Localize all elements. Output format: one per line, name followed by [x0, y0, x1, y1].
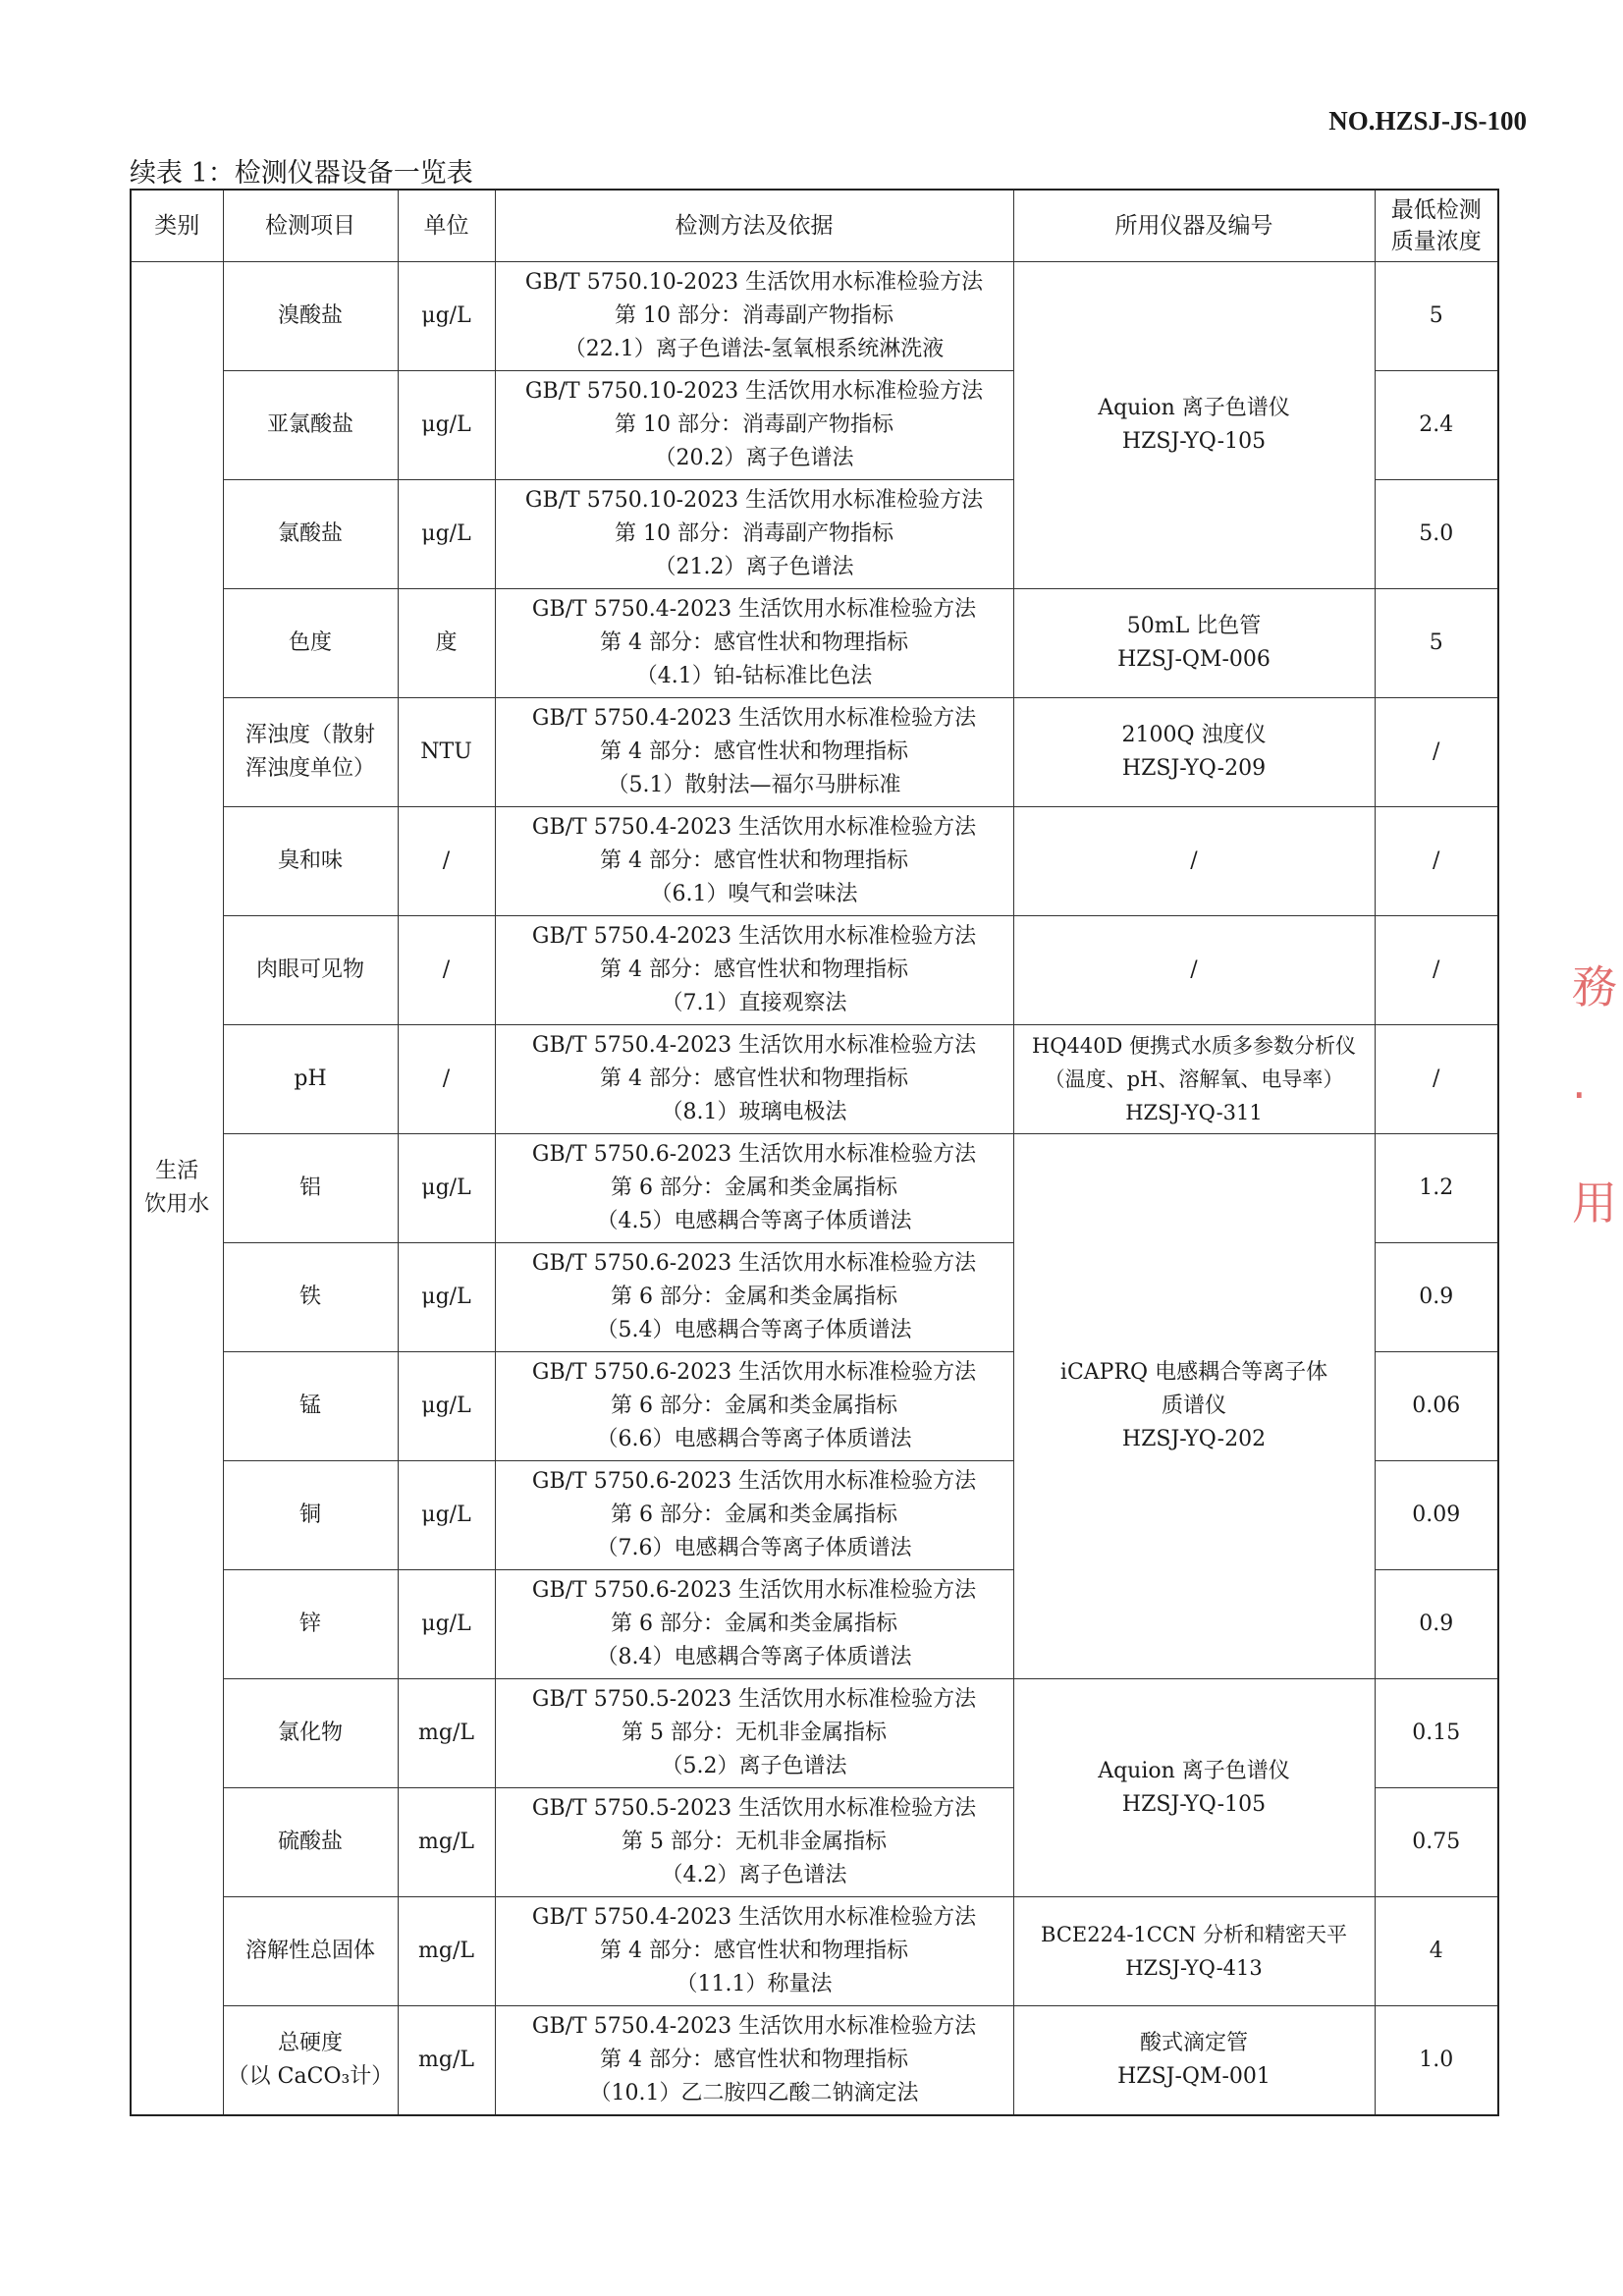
item-cell: 浑浊度（散射 浑浊度单位）: [223, 698, 398, 807]
unit-cell: /: [398, 807, 495, 916]
limit-cell: 0.9: [1375, 1570, 1498, 1679]
unit-cell: μg/L: [398, 1570, 495, 1679]
limit-cell: /: [1375, 698, 1498, 807]
unit-cell: mg/L: [398, 1788, 495, 1897]
limit-cell: 5.0: [1375, 480, 1498, 589]
instrument-cell: Aquion 离子色谱仪 HZSJ-YQ-105: [1013, 262, 1375, 589]
item-cell: 臭和味: [223, 807, 398, 916]
stamp-char: 務: [1572, 960, 1617, 1013]
header-instrument: 所用仪器及编号: [1013, 190, 1375, 262]
item-cell: 铜: [223, 1461, 398, 1570]
instrument-cell: 2100Q 浊度仪 HZSJ-YQ-209: [1013, 698, 1375, 807]
table-header-row: [131, 190, 1498, 262]
method-cell: GB/T 5750.4-2023 生活饮用水标准检验方法 第 4 部分：感官性状和物理指标 （6.1）嗅气和尝味法: [495, 807, 1013, 916]
table-row: [131, 698, 1498, 807]
table-row: [131, 1134, 1498, 1243]
instrument-cell: /: [1013, 916, 1375, 1025]
table-row: [131, 1897, 1498, 2006]
limit-cell: /: [1375, 916, 1498, 1025]
table-row: [131, 589, 1498, 698]
item-cell: 色度: [223, 589, 398, 698]
unit-cell: μg/L: [398, 262, 495, 371]
limit-cell: 0.06: [1375, 1352, 1498, 1461]
instrument-cell: 酸式滴定管 HZSJ-QM-001: [1013, 2006, 1375, 2116]
method-cell: GB/T 5750.10-2023 生活饮用水标准检验方法 第 10 部分：消毒副产物指标 （21.2）离子色谱法: [495, 480, 1013, 589]
limit-cell: 4: [1375, 1897, 1498, 2006]
unit-cell: μg/L: [398, 480, 495, 589]
table-row: [131, 1679, 1498, 1788]
stamp-char: 用: [1572, 1176, 1617, 1230]
limit-cell: 0.09: [1375, 1461, 1498, 1570]
unit-cell: μg/L: [398, 1243, 495, 1352]
category-cell: 生活 饮用水: [131, 262, 223, 2116]
instrument-cell: 50mL 比色管 HZSJ-QM-006: [1013, 589, 1375, 698]
item-cell: 氯化物: [223, 1679, 398, 1788]
unit-cell: 度: [398, 589, 495, 698]
table-row: [131, 916, 1498, 1025]
header-category: 类别: [131, 190, 223, 262]
item-cell: 溴酸盐: [223, 262, 398, 371]
unit-cell: mg/L: [398, 1679, 495, 1788]
stamp-char: ·: [1572, 1068, 1587, 1121]
unit-cell: μg/L: [398, 371, 495, 480]
item-cell: 溶解性总固体: [223, 1897, 398, 2006]
unit-cell: /: [398, 1025, 495, 1134]
unit-cell: /: [398, 916, 495, 1025]
unit-cell: mg/L: [398, 1897, 495, 2006]
item-cell: 亚氯酸盐: [223, 371, 398, 480]
table-caption: 续表 1：检测仪器设备一览表: [130, 158, 473, 189]
item-cell: 氯酸盐: [223, 480, 398, 589]
unit-cell: μg/L: [398, 1352, 495, 1461]
method-cell: GB/T 5750.4-2023 生活饮用水标准检验方法 第 4 部分：感官性状和物理指标 （10.1）乙二胺四乙酸二钠滴定法: [495, 2006, 1013, 2116]
unit-cell: NTU: [398, 698, 495, 807]
limit-cell: 0.75: [1375, 1788, 1498, 1897]
method-cell: GB/T 5750.4-2023 生活饮用水标准检验方法 第 4 部分：感官性状和物理指标 （11.1）称量法: [495, 1897, 1013, 2006]
method-cell: GB/T 5750.6-2023 生活饮用水标准检验方法 第 6 部分：金属和类金属指标 （5.4）电感耦合等离子体质谱法: [495, 1243, 1013, 1352]
item-cell: 肉眼可见物: [223, 916, 398, 1025]
method-cell: GB/T 5750.6-2023 生活饮用水标准检验方法 第 6 部分：金属和类金属指标 （7.6）电感耦合等离子体质谱法: [495, 1461, 1013, 1570]
table-row: [131, 2006, 1498, 2116]
item-cell: 总硬度 （以 CaCO₃计）: [223, 2006, 398, 2116]
method-cell: GB/T 5750.10-2023 生活饮用水标准检验方法 第 10 部分：消毒副产物指标 （22.1）离子色谱法-氢氧根系统淋洗液: [495, 262, 1013, 371]
header-unit: 单位: [398, 190, 495, 262]
method-cell: GB/T 5750.6-2023 生活饮用水标准检验方法 第 6 部分：金属和类金属指标 （6.6）电感耦合等离子体质谱法: [495, 1352, 1013, 1461]
method-cell: GB/T 5750.5-2023 生活饮用水标准检验方法 第 5 部分：无机非金属指标 （5.2）离子色谱法: [495, 1679, 1013, 1788]
table-row: [131, 262, 1498, 371]
header-item: 检测项目: [223, 190, 398, 262]
table-row: [131, 807, 1498, 916]
document-number: NO.HZSJ-JS-100: [1328, 106, 1527, 136]
item-cell: pH: [223, 1025, 398, 1134]
instrument-table: [130, 189, 1499, 2116]
limit-cell: 1.2: [1375, 1134, 1498, 1243]
instrument-cell: BCE224-1CCN 分析和精密天平 HZSJ-YQ-413: [1013, 1897, 1375, 2006]
limit-cell: 1.0: [1375, 2006, 1498, 2116]
limit-cell: /: [1375, 1025, 1498, 1134]
item-cell: 锌: [223, 1570, 398, 1679]
limit-cell: 5: [1375, 262, 1498, 371]
item-cell: 硫酸盐: [223, 1788, 398, 1897]
unit-cell: mg/L: [398, 2006, 495, 2116]
item-cell: 铝: [223, 1134, 398, 1243]
item-cell: 铁: [223, 1243, 398, 1352]
table-row: [131, 1025, 1498, 1134]
limit-cell: 0.9: [1375, 1243, 1498, 1352]
method-cell: GB/T 5750.10-2023 生活饮用水标准检验方法 第 10 部分：消毒副产物指标 （20.2）离子色谱法: [495, 371, 1013, 480]
instrument-cell: HQ440D 便携式水质多参数分析仪 （温度、pH、溶解氧、电导率） HZSJ-YQ-311: [1013, 1025, 1375, 1134]
method-cell: GB/T 5750.6-2023 生活饮用水标准检验方法 第 6 部分：金属和类金属指标 （4.5）电感耦合等离子体质谱法: [495, 1134, 1013, 1243]
header-limit: 最低检测 质量浓度: [1375, 190, 1498, 262]
instrument-cell: Aquion 离子色谱仪 HZSJ-YQ-105: [1013, 1679, 1375, 1897]
unit-cell: μg/L: [398, 1461, 495, 1570]
limit-cell: 5: [1375, 589, 1498, 698]
limit-cell: 2.4: [1375, 371, 1498, 480]
instrument-cell: /: [1013, 807, 1375, 916]
unit-cell: μg/L: [398, 1134, 495, 1243]
item-cell: 锰: [223, 1352, 398, 1461]
method-cell: GB/T 5750.5-2023 生活饮用水标准检验方法 第 5 部分：无机非金属指标 （4.2）离子色谱法: [495, 1788, 1013, 1897]
limit-cell: 0.15: [1375, 1679, 1498, 1788]
red-seal-stamp: [1564, 933, 1623, 1257]
limit-cell: /: [1375, 807, 1498, 916]
method-cell: GB/T 5750.4-2023 生活饮用水标准检验方法 第 4 部分：感官性状和物理指标 （4.1）铂-钴标准比色法: [495, 589, 1013, 698]
method-cell: GB/T 5750.4-2023 生活饮用水标准检验方法 第 4 部分：感官性状和物理指标 （5.1）散射法—福尔马肼标准: [495, 698, 1013, 807]
method-cell: GB/T 5750.4-2023 生活饮用水标准检验方法 第 4 部分：感官性状和物理指标 （8.1）玻璃电极法: [495, 1025, 1013, 1134]
method-cell: GB/T 5750.6-2023 生活饮用水标准检验方法 第 6 部分：金属和类金属指标 （8.4）电感耦合等离子体质谱法: [495, 1570, 1013, 1679]
instrument-cell: iCAPRQ 电感耦合等离子体 质谱仪 HZSJ-YQ-202: [1013, 1134, 1375, 1679]
method-cell: GB/T 5750.4-2023 生活饮用水标准检验方法 第 4 部分：感官性状和物理指标 （7.1）直接观察法: [495, 916, 1013, 1025]
header-method: 检测方法及依据: [495, 190, 1013, 262]
